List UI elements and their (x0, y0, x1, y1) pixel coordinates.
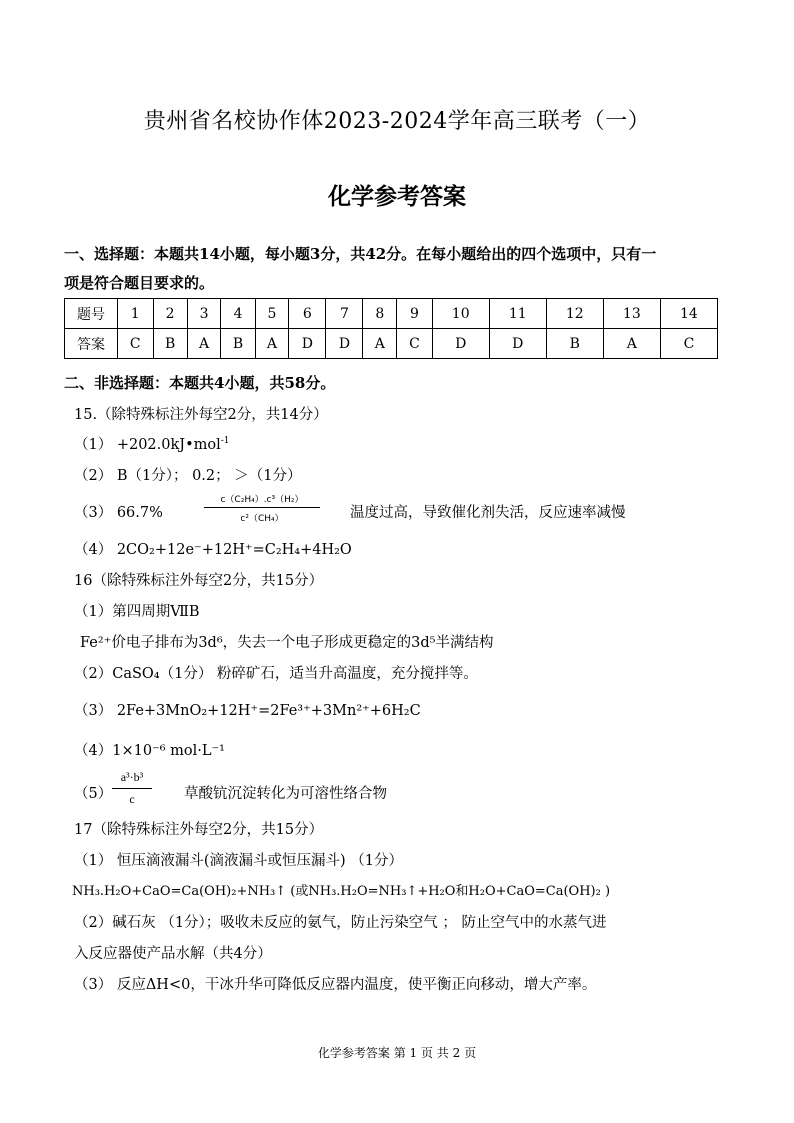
answer-cell: D (432, 329, 489, 359)
question-number: 11 (489, 299, 546, 329)
answer-cell: A (255, 329, 289, 359)
q16-fraction-numerator: a³·b³ (120, 770, 144, 784)
answer-cell: A (187, 329, 221, 359)
q16-part5-text: 草酸钪沉淀转化为可溶性络合物 (184, 786, 387, 802)
section1-heading-line2: 项是符合题目要求的。 (64, 274, 215, 292)
answer-cell: D (289, 329, 326, 359)
question-number: 1 (118, 299, 154, 329)
q16-part1: （1）第四周期ⅦB (74, 604, 200, 620)
question-number: 7 (326, 299, 363, 329)
question-number: 13 (603, 299, 660, 329)
answer-cell: C (118, 329, 154, 359)
q16-part1-explanation: Fe²⁺价电子排布为3d⁶，失去一个电子形成更稳定的3d⁵半满结构 (80, 635, 494, 651)
section1-heading-line1: 一、选择题：本题共14小题，每小题3分，共42分。在每小题给出的四个选项中，只有一 (64, 245, 657, 263)
answer-cell: D (326, 329, 363, 359)
q15-part2: （2） B（1分）； 0.2； ＞（1分） (74, 468, 302, 484)
q16-fraction-bar (112, 788, 152, 789)
q17-part1-equation: NH₃.H₂O+CaO=Ca(OH)₂+NH₃↑ (或NH₃.H₂O=NH₃↑+H₂O和H₂O+CaO=Ca(OH)₂ ) (72, 884, 611, 899)
answer-cell: C (397, 329, 433, 359)
q15-header: 15.（除特殊标注外每空2分，共14分） (74, 407, 328, 423)
answer-cell: D (489, 329, 546, 359)
q16-header: 16（除特殊标注外每空2分，共15分） (74, 573, 324, 589)
answer-table (64, 298, 718, 359)
question-number: 5 (255, 299, 289, 329)
q16-part2: （2）CaSO₄（1分） 粉碎矿石，适当升高温度，充分搅拌等。 (74, 666, 478, 682)
q16-part5-label: （5） (74, 786, 113, 802)
question-number: 9 (397, 299, 433, 329)
question-number: 12 (546, 299, 603, 329)
page-title: 贵州省名校协作体2023-2024学年高三联考（一） (143, 109, 651, 134)
answer-cell: B (153, 329, 187, 359)
answer-cell: A (363, 329, 397, 359)
page-subtitle: 化学参考答案 (328, 183, 466, 210)
answer-cell: C (660, 329, 717, 359)
answer-cell: B (221, 329, 255, 359)
answer-cell: B (546, 329, 603, 359)
answer-cell: A (603, 329, 660, 359)
page-footer: 化学参考答案 第 1 页 共 2 页 (317, 1046, 477, 1060)
q15-fraction-bar (204, 507, 320, 508)
q17-part1: （1） 恒压滴液漏斗(滴液漏斗或恒压漏斗) （1分） (74, 853, 403, 869)
q15-part3-label: （3） 66.7% (74, 505, 163, 521)
q17-part3: （3） 反应ΔH<0，干冰升华可降低反应器内温度，使平衡正向移动，增大产率。 (74, 977, 597, 993)
question-number: 3 (187, 299, 221, 329)
q17-header: 17（除特殊标注外每空2分，共15分） (74, 822, 324, 838)
question-number: 2 (153, 299, 187, 329)
q17-part2: （2）碱石灰 （1分）；吸收未反应的氨气，防止污染空气 ； 防止空气中的水蒸气进 (74, 915, 607, 931)
question-number: 6 (289, 299, 326, 329)
row-label-question: 题号 (65, 299, 118, 329)
row-label-answer: 答案 (65, 329, 118, 359)
question-number: 8 (363, 299, 397, 329)
question-number: 14 (660, 299, 717, 329)
q17-part2-continued: 入反应器使产品水解（共4分） (74, 946, 272, 962)
q15-part4: （4） 2CO₂+12e⁻+12H⁺=C₂H₄+4H₂O (74, 542, 352, 558)
q15-part3-text: 温度过高，导致催化剂失活，反应速率减慢 (350, 505, 626, 521)
table-row-answers (65, 329, 718, 359)
question-number: 10 (432, 299, 489, 329)
question-number: 4 (221, 299, 255, 329)
q15-part1: （1） +202.0kJ•mol$^{-1}$ (74, 436, 230, 453)
q16-part4: （4）1×10⁻⁶ mol·L⁻¹ (74, 743, 225, 759)
table-row-questions (65, 299, 718, 329)
section2-heading: 二、非选择题：本题共4小题，共58分。 (64, 374, 336, 392)
q15-fraction-denominator: c²（CH₄） (240, 514, 284, 524)
q16-part3: （3） 2Fe+3MnO₂+12H⁺=2Fe³⁺+3Mn²⁺+6H₂C (74, 703, 421, 719)
q16-fraction-denominator: c (129, 792, 135, 806)
q15-fraction-numerator: c（C₂H₄）.c³（H₂） (220, 495, 304, 505)
